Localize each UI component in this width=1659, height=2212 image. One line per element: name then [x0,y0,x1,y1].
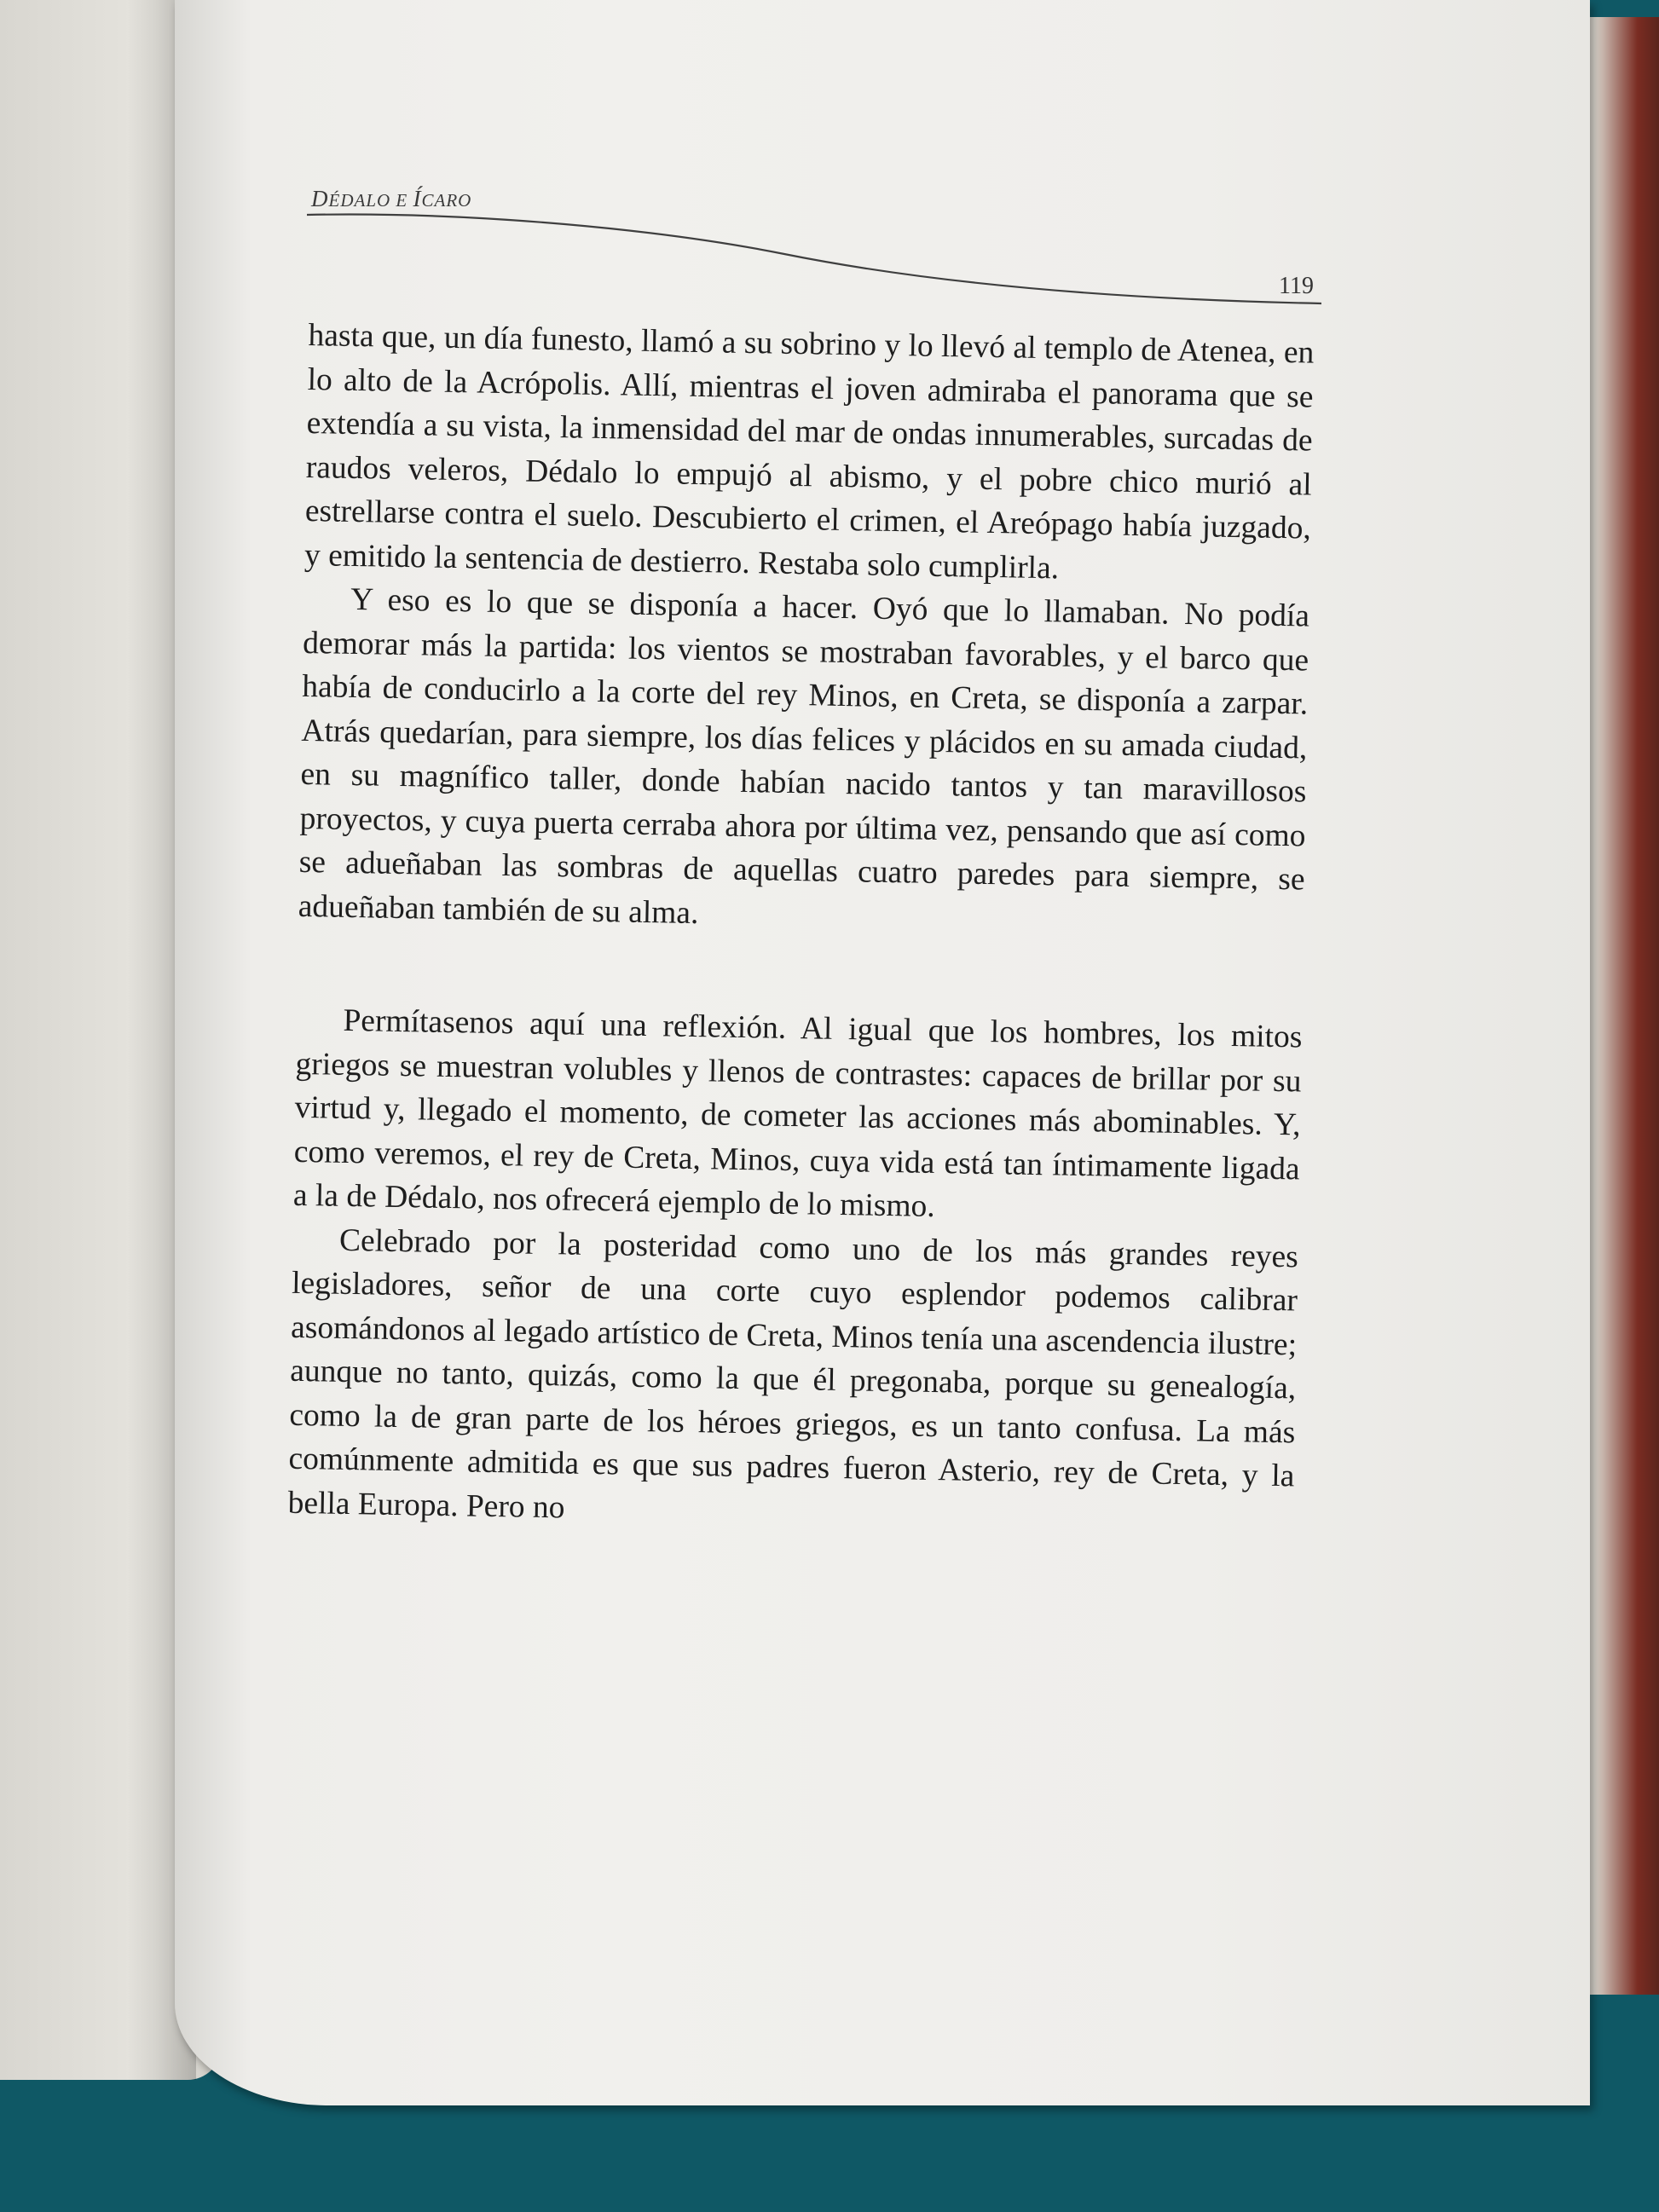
paragraph-2: Y eso es lo que se disponía a hacer. Oyó que lo llamaban. No podía demorar más la partida: los vientos se mostraban favorables, y el barco que había de conducirlo a la corte del rey Minos, en Creta, se disponía a zarpar. Atrás quedarían, para siempre, los días felices y plácidos en su amada ciudad, en su magnífico taller, donde habían nacido tantos y tan maravillosos proyectos, y cuya puerta cerraba ahora por última vez, pensando que así como se adueñaban las sombras de aquellas cuatro paredes para siempre, se adueñaban también de su alma. [298,581,1310,931]
page-number: 119 [1279,273,1314,299]
running-title-cap-1: D [311,186,329,211]
running-title-cap-2: Í [413,186,422,211]
running-title-small-2: CARO [421,190,472,211]
paragraph-3: Permítasenos aquí una reflexión. Al igual que los hombres, los mitos griegos se muestran volubles y llenos de contrastes: capaces de brillar por su virtud y, llegado el momento, de cometer las acciones más abominables. Y, como veremos, el rey de Creta, Minos, cuya vida está tan íntimamente ligada a la de Dédalo, nos ofrecerá ejemplo de lo mismo. [292,1002,1303,1224]
body-text [287,314,1315,1542]
header-rule [307,205,1330,324]
paragraph-4: Celebrado por la posteridad como uno de los más grandes reyes legisladores, señor de una corte cuyo esplendor podemos calibrar asomándonos al legado artístico de Creta, Minos tenía una ascendencia ilustre; aunque no tanto, quizás, como la que él pregonaba, porque su genealogía, como la de gran parte de los héroes griegos, es un tanto confusa. La más comúnmente admitida es que sus padres fueron Asterio, rey de Creta, y la bella Europa. Pero no [287,1222,1299,1525]
running-title-small-1: ÉDALO E [328,190,413,211]
paragraph-1: hasta que, un día funesto, llamó a su sobrino y lo llevó al templo de Atenea, en lo alto de la Acrópolis. Allí, mientras el joven admiraba el panorama que se extendía a su vista, la inmensidad del mar de ondas innumerables, surcadas de raudos veleros, Dédalo lo empujó al abismo, y el pobre chico murió al estrellarse contra el suelo. Descubierto el crimen, el Areópago había juzgado, y emitido la sentencia de destierro. Restaba solo cumplirla. [303,317,1315,586]
